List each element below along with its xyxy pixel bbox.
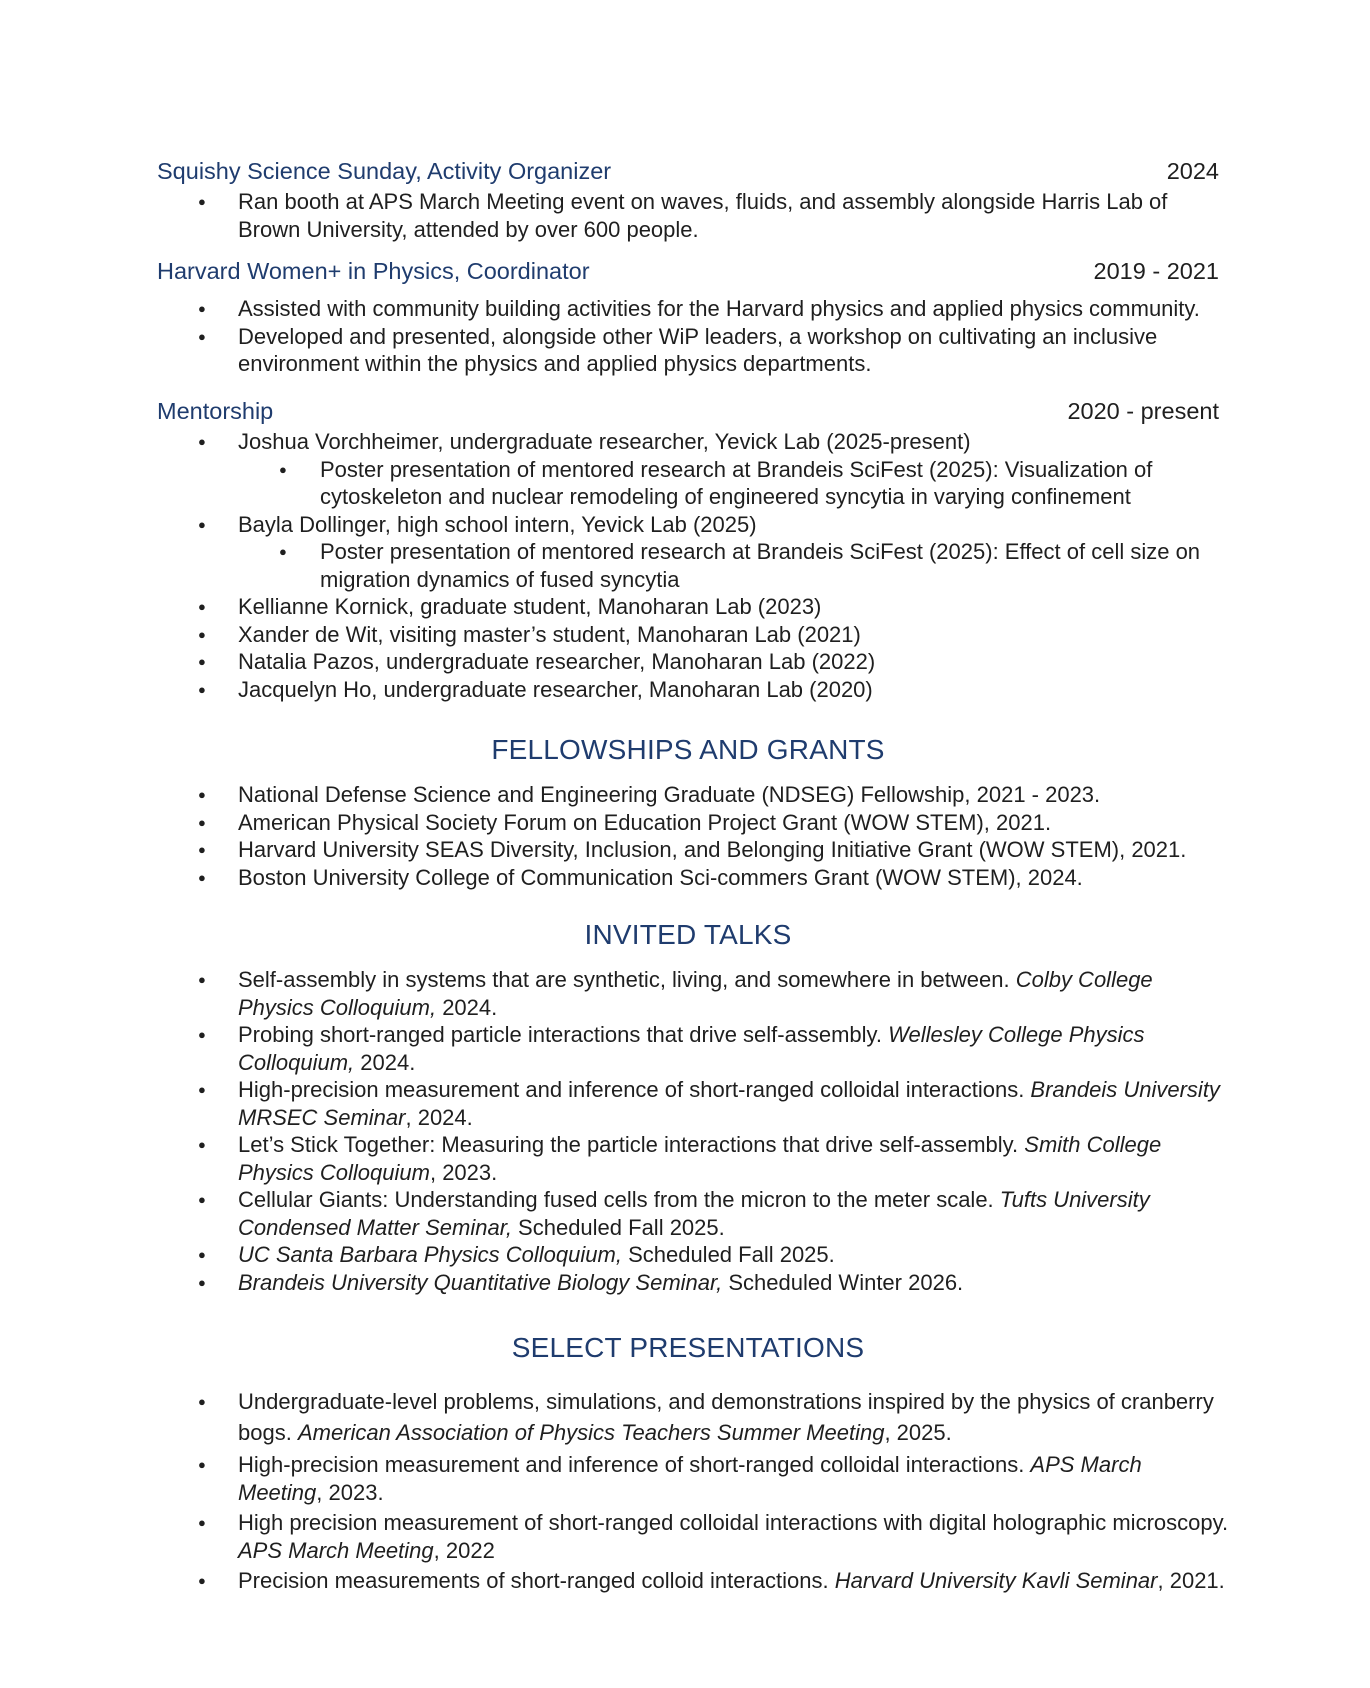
list-item: ● National Defense Science and Engineering Graduate (NDSEG) Fellowship, 2021 - 2023. xyxy=(157,781,1230,809)
mentorship-list xyxy=(157,428,1230,703)
list-item xyxy=(157,511,1230,594)
entry-bullets xyxy=(157,295,1230,378)
talk-date: , 2023. xyxy=(429,1159,498,1185)
talk-title: Let’s Stick Together: Measuring the particle interactions that drive self-assembly. xyxy=(238,1132,1025,1157)
list-item xyxy=(157,1567,1230,1595)
talk-date: Scheduled Fall 2025. xyxy=(511,1214,725,1240)
entry-header xyxy=(157,258,1219,290)
list-item: ● American Physical Society Forum on Education Project Grant (WOW STEM), 2021. xyxy=(157,809,1230,837)
list-item: ● Kellianne Kornick, graduate student, Manoharan Lab (2023) xyxy=(157,593,1230,621)
presentation-date: , 2022 xyxy=(433,1537,495,1563)
list-item xyxy=(157,1269,1230,1297)
list-item: ● Natalia Pazos, undergraduate researcher, Manoharan Lab (2022) xyxy=(157,648,1230,676)
presentation-title: Undergraduate-level problems, simulations, and demonstrations inspired by the physics of cranberry bogs. xyxy=(238,1389,1214,1445)
presentation-date: , 2025. xyxy=(884,1420,952,1445)
presentation-date: , 2023. xyxy=(316,1479,384,1505)
talk-venue: Brandeis University Quantitative Biology Seminar, xyxy=(238,1269,723,1295)
talk-venue: Brandeis University MRSEC Seminar xyxy=(238,1077,1220,1130)
section-title-presentations: SELECT PRESENTATIONS xyxy=(511,1332,865,1363)
entry-header xyxy=(157,398,1219,430)
mentee: Joshua Vorchheimer, undergraduate researcher, Yevick Lab (2025-present) xyxy=(238,429,971,454)
entry-bullets xyxy=(157,188,1230,243)
entry-year: 2020 - present xyxy=(1067,398,1219,424)
list-item xyxy=(157,428,1230,511)
list-item xyxy=(157,1076,1230,1131)
list-item: ● Harvard University SEAS Diversity, Inclusion, and Belonging Initiative Grant (WOW STEM), 2021. xyxy=(157,836,1230,864)
list-item: ● Xander de Wit, visiting master’s student, Manoharan Lab (2021) xyxy=(157,621,1230,649)
talk-date: 2024. xyxy=(354,1049,416,1075)
list-item xyxy=(157,1509,1230,1564)
talk-title: Self-assembly in systems that are synthetic, living, and somewhere in between. xyxy=(238,967,1016,992)
section-title-fellowships: FELLOWSHIPS AND GRANTS xyxy=(491,734,885,765)
talk-title: Cellular Giants: Understanding fused cells from the micron to the meter scale. xyxy=(238,1187,1000,1212)
entry-year: 2024 xyxy=(1166,158,1219,184)
list-item: ● Assisted with community building activities for the Harvard physics and applied physics community. xyxy=(157,295,1230,323)
talk-venue: Tufts University Condensed Matter Seminar, xyxy=(238,1187,1150,1240)
list-item xyxy=(157,1131,1230,1186)
entry-title: Harvard Women+ in Physics, Coordinator xyxy=(157,258,590,284)
list-item xyxy=(157,966,1230,1021)
sub-list-item: ● Poster presentation of mentored research at Brandeis SciFest (2025): Visualization of cytoskeleton and nuclear remodeling of engineered syncytia in varying confinement xyxy=(238,456,1230,511)
presentation-title: High-precision measurement and inference of short-ranged colloidal interactions. xyxy=(238,1452,1031,1477)
presentation-title: High precision measurement of short-ranged colloidal interactions with digital holographic microscopy. xyxy=(238,1510,1229,1535)
talk-date: , 2024. xyxy=(405,1104,473,1130)
presentation-venue: American Association of Physics Teachers Summer Meeting xyxy=(297,1420,885,1445)
list-item: ● Ran booth at APS March Meeting event on waves, fluids, and assembly alongside Harris Lab of Brown University, attended by over 600 people. xyxy=(157,188,1230,243)
entry-header xyxy=(157,158,1219,190)
talk-date: Scheduled Winter 2026. xyxy=(722,1269,964,1295)
talk-title: Probing short-ranged particle interactions that drive self-assembly. xyxy=(238,1022,889,1047)
list-item: ● Developed and presented, alongside other WiP leaders, a workshop on cultivating an inclusive environment within the physics and applied physics departments. xyxy=(157,323,1230,378)
entry-title: Mentorship xyxy=(157,398,274,424)
section-title-talks: INVITED TALKS xyxy=(584,919,792,950)
presentation-venue: APS March Meeting xyxy=(238,1537,434,1563)
presentations-list xyxy=(157,1386,1230,1598)
list-item xyxy=(157,1386,1230,1448)
list-item xyxy=(157,1021,1230,1076)
talk-date: Scheduled Fall 2025. xyxy=(621,1242,835,1267)
talk-date: 2024. xyxy=(436,994,498,1020)
talk-title: High-precision measurement and inference of short-ranged colloidal interactions. xyxy=(238,1077,1031,1102)
list-item xyxy=(157,1241,1230,1269)
list-item: ● Jacquelyn Ho, undergraduate researcher, Manoharan Lab (2020) xyxy=(157,676,1230,704)
talk-venue: Colby College Physics Colloquium, xyxy=(238,967,1153,1020)
presentation-venue: Harvard University Kavli Seminar xyxy=(834,1568,1158,1593)
list-item: ● Boston University College of Communication Sci-commers Grant (WOW STEM), 2024. xyxy=(157,864,1230,892)
talks-list xyxy=(157,966,1230,1296)
presentation-date: , 2021. xyxy=(1157,1568,1225,1593)
talk-venue: Wellesley College Physics Colloquium, xyxy=(238,1022,1145,1075)
presentation-venue: APS March Meeting xyxy=(238,1452,1142,1505)
entry-year: 2019 - 2021 xyxy=(1093,258,1219,284)
talk-venue: UC Santa Barbara Physics Colloquium, xyxy=(238,1242,622,1267)
entry-title: Squishy Science Sunday, Activity Organizer xyxy=(157,158,612,184)
talk-venue: Smith College Physics Colloquium xyxy=(238,1132,1162,1185)
presentation-title: Precision measurements of short-ranged colloid interactions. xyxy=(238,1568,835,1593)
list-item xyxy=(157,1451,1230,1506)
mentee: Bayla Dollinger, high school intern, Yevick Lab (2025) xyxy=(238,511,757,537)
sub-list-item: ● Poster presentation of mentored research at Brandeis SciFest (2025): Effect of cell size on migration dynamics of fused syncytia xyxy=(238,538,1230,593)
fellowships-list xyxy=(157,781,1230,891)
list-item xyxy=(157,1186,1230,1241)
